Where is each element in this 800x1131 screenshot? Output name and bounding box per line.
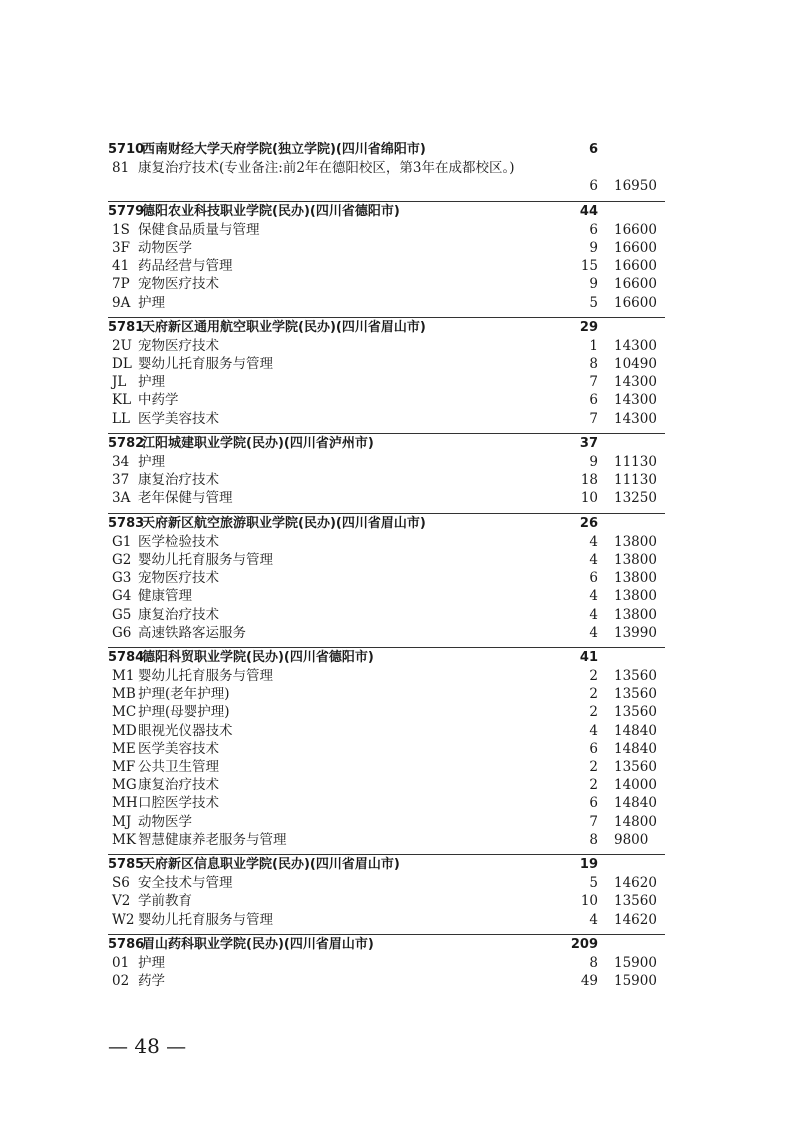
program-tuition: 15900 [614, 954, 657, 971]
program-code: MH [112, 795, 138, 812]
program-row [108, 373, 668, 391]
program-tuition: 14300 [614, 374, 657, 391]
program-code: M1 [112, 668, 135, 685]
program-plan-count: 6 [589, 795, 598, 812]
section-divider [108, 317, 665, 318]
program-code: G4 [112, 588, 132, 605]
program-row [108, 874, 668, 892]
program-tuition: 13560 [614, 893, 657, 910]
program-row [108, 722, 668, 740]
program-tuition: 13560 [614, 668, 657, 685]
program-name: 护理 [138, 294, 165, 311]
program-plan-count: 6 [589, 221, 598, 238]
section-divider [108, 647, 665, 648]
school-plan-count: 209 [570, 936, 598, 952]
program-row [108, 221, 668, 239]
program-plan-count: 4 [589, 551, 598, 568]
program-tuition: 13560 [614, 759, 657, 776]
program-name: 口腔医学技术 [138, 795, 219, 812]
program-code: MG [112, 777, 137, 794]
school-plan-count: 37 [579, 435, 598, 451]
program-name: 高速铁路客运服务 [138, 624, 246, 641]
program-row [108, 533, 668, 551]
school-name: 天府新区信息职业学院(民办)(四川省眉山市) [142, 856, 400, 872]
program-plan-count: 7 [589, 813, 598, 830]
program-tuition: 9800 [614, 831, 649, 848]
program-plan-count: 4 [589, 588, 598, 605]
program-plan-count: 49 [580, 973, 598, 990]
program-plan-count: 9 [589, 276, 598, 293]
program-tuition: 14620 [614, 911, 657, 928]
school-block [108, 319, 668, 428]
program-name: 婴幼儿托育服务与管理 [138, 551, 273, 568]
school-name: 德阳科贸职业学院(民办)(四川省德阳市) [142, 649, 374, 665]
program-row [108, 275, 668, 293]
program-plan-count: 5 [589, 875, 598, 892]
program-row [108, 892, 668, 910]
program-plan-count: 6 [589, 392, 598, 409]
program-plan-count: 15 [580, 258, 598, 275]
school-plan-count: 6 [588, 142, 598, 157]
program-code: MC [112, 704, 137, 721]
school-name: 德阳农业科技职业学院(民办)(四川省德阳市) [142, 203, 400, 219]
program-plan-count: 4 [589, 533, 598, 550]
section-divider [108, 201, 665, 202]
school-code: 5784 [108, 649, 145, 665]
program-tuition: 13800 [614, 551, 657, 568]
program-tuition: 13560 [614, 686, 657, 703]
school-code: 5710 [108, 142, 145, 157]
program-row [108, 257, 668, 275]
program-plan-count: 2 [589, 668, 598, 685]
school-header [108, 856, 668, 874]
program-tuition: 13800 [614, 533, 657, 550]
program-row [108, 551, 668, 569]
school-code: 5781 [108, 319, 145, 335]
program-name: 药品经营与管理 [138, 258, 233, 275]
program-name: 康复治疗技术 [138, 606, 219, 623]
program-name: 药学 [138, 973, 165, 990]
program-row [108, 294, 668, 312]
program-code: 81 [112, 160, 130, 177]
school-plan-count: 26 [579, 515, 598, 531]
program-tuition: 14300 [614, 392, 657, 409]
program-plan-count: 2 [589, 704, 598, 721]
program-row [108, 740, 668, 758]
school-code: 5785 [108, 856, 145, 872]
program-row [108, 954, 668, 972]
program-name: 护理 [138, 454, 165, 471]
program-code: W2 [112, 911, 135, 928]
school-header [108, 515, 668, 533]
program-row [108, 239, 668, 257]
program-plan-count: 8 [589, 954, 598, 971]
school-name: 江阳城建职业学院(民办)(四川省泸州市) [142, 435, 374, 451]
program-code: G1 [112, 533, 132, 550]
program-plan-count: 2 [589, 777, 598, 794]
program-name: 护理 [138, 374, 165, 391]
program-name: 动物医学 [138, 813, 192, 830]
school-header [108, 649, 668, 667]
school-code: 5786 [108, 936, 145, 952]
program-name: 宠物医疗技术 [138, 570, 219, 587]
school-header [108, 319, 668, 337]
program-name: 医学美容技术 [138, 740, 219, 757]
program-row [108, 776, 668, 794]
school-plan-count: 41 [579, 649, 598, 665]
program-tuition: 14300 [614, 410, 657, 427]
program-code: ME [112, 740, 136, 757]
school-name: 天府新区通用航空职业学院(民办)(四川省眉山市) [142, 319, 426, 335]
school-header [108, 141, 668, 159]
program-tuition: 14840 [614, 722, 657, 739]
school-plan-count: 19 [579, 856, 598, 872]
program-tuition: 13800 [614, 570, 657, 587]
program-tuition: 14840 [614, 740, 657, 757]
program-code: 7P [112, 276, 130, 293]
program-tuition: 14620 [614, 875, 657, 892]
school-name: 西南财经大学天府学院(独立学院)(四川省绵阳市) [142, 142, 426, 157]
program-row [108, 471, 668, 489]
program-code: S6 [112, 875, 130, 892]
program-plan-count: 1 [589, 337, 598, 354]
program-tuition: 16600 [614, 294, 657, 311]
program-name: 动物医学 [138, 239, 192, 256]
program-code: DL [112, 356, 132, 373]
program-row [108, 972, 668, 990]
school-name: 眉山药科职业学院(民办)(四川省眉山市) [142, 936, 374, 952]
program-tuition: 15900 [614, 973, 657, 990]
program-tuition: 11130 [614, 472, 657, 489]
program-name: 宠物医疗技术 [138, 276, 219, 293]
program-code: 3F [112, 239, 130, 256]
section-divider [108, 854, 665, 855]
program-tuition: 14000 [614, 777, 657, 794]
program-plan-count: 7 [589, 374, 598, 391]
program-name: 康复治疗技术(专业备注:前2年在德阳校区，第3年在成都校区。) [138, 160, 515, 177]
program-code: 34 [112, 454, 130, 471]
school-header [108, 435, 668, 453]
program-plan-count: 8 [589, 831, 598, 848]
program-name: 眼视光仪器技术 [138, 722, 233, 739]
program-row [108, 587, 668, 605]
school-plan-count: 29 [579, 319, 598, 335]
program-plan-count: 7 [589, 410, 598, 427]
program-plan-count: 6 [589, 740, 598, 757]
program-row [108, 685, 668, 703]
program-name: 智慧健康养老服务与管理 [138, 831, 287, 848]
program-tuition: 14300 [614, 337, 657, 354]
program-name: 公共卫生管理 [138, 759, 219, 776]
program-name: 护理 [138, 954, 165, 971]
program-code: 41 [112, 258, 130, 275]
program-name: 医学检验技术 [138, 533, 219, 550]
program-name: 健康管理 [138, 588, 192, 605]
program-row [108, 831, 668, 849]
program-plan-count: 2 [589, 759, 598, 776]
program-row [108, 453, 668, 471]
school-block [108, 203, 668, 312]
program-code: MF [112, 759, 136, 776]
program-tuition: 16600 [614, 221, 657, 238]
program-name: 康复治疗技术 [138, 472, 219, 489]
program-name: 婴幼儿托育服务与管理 [138, 356, 273, 373]
program-code: 01 [112, 954, 130, 971]
program-plan-count: 10 [580, 893, 598, 910]
program-plan-count: 9 [589, 239, 598, 256]
school-block [108, 141, 668, 196]
program-plan-count: 6 [589, 178, 598, 195]
section-divider [108, 433, 665, 434]
program-code: 02 [112, 973, 130, 990]
school-code: 5782 [108, 435, 145, 451]
program-row [108, 569, 668, 587]
program-tuition: 13560 [614, 704, 657, 721]
program-row [108, 337, 668, 355]
program-row [108, 813, 668, 831]
program-plan-count: 10 [580, 490, 598, 507]
program-code: LL [112, 410, 130, 427]
program-row [108, 667, 668, 685]
school-block [108, 435, 668, 508]
program-name: 保健食品质量与管理 [138, 221, 260, 238]
program-tuition: 10490 [614, 356, 657, 373]
program-code: G6 [112, 624, 132, 641]
program-code: V2 [112, 893, 131, 910]
page-number: — 48 — [108, 1034, 187, 1058]
program-code: JL [112, 374, 127, 391]
program-plan-count: 4 [589, 722, 598, 739]
program-name: 学前教育 [138, 893, 192, 910]
program-name: 老年保健与管理 [138, 490, 233, 507]
program-plan-count: 4 [589, 624, 598, 641]
program-row [108, 391, 668, 409]
program-row [108, 624, 668, 642]
program-code: 37 [112, 472, 130, 489]
program-plan-count: 8 [589, 356, 598, 373]
program-code: MB [112, 686, 136, 703]
school-plan-count: 44 [579, 203, 598, 219]
program-row [108, 758, 668, 776]
program-name: 医学美容技术 [138, 410, 219, 427]
program-name: 护理(老年护理) [138, 686, 230, 703]
program-row [108, 410, 668, 428]
program-plan-count: 6 [589, 570, 598, 587]
program-name: 中药学 [138, 392, 179, 409]
program-row [108, 489, 668, 507]
program-name: 安全技术与管理 [138, 875, 233, 892]
school-header [108, 203, 668, 221]
program-code: MD [112, 722, 137, 739]
program-code: 2U [112, 337, 132, 354]
program-code: 3A [112, 490, 131, 507]
program-code: KL [112, 392, 132, 409]
school-name: 天府新区航空旅游职业学院(民办)(四川省眉山市) [142, 515, 426, 531]
program-row [108, 606, 668, 624]
program-code: MJ [112, 813, 132, 830]
program-tuition: 14800 [614, 813, 657, 830]
school-block [108, 856, 668, 929]
program-tuition: 14840 [614, 795, 657, 812]
program-tuition: 16950 [614, 178, 657, 195]
program-row [108, 159, 668, 195]
program-tuition: 16600 [614, 258, 657, 275]
program-row [108, 911, 668, 929]
admissions-plan-list [108, 141, 668, 995]
program-tuition: 11130 [614, 454, 657, 471]
program-name: 护理(母婴护理) [138, 704, 230, 721]
program-tuition: 13990 [614, 624, 657, 641]
program-plan-count: 9 [589, 454, 598, 471]
program-tuition: 16600 [614, 239, 657, 256]
program-row [108, 355, 668, 373]
program-code: 1S [112, 221, 130, 238]
school-block [108, 936, 668, 991]
program-code: G2 [112, 551, 132, 568]
program-tuition: 13250 [614, 490, 657, 507]
program-plan-count: 5 [589, 294, 598, 311]
program-name: 宠物医疗技术 [138, 337, 219, 354]
section-divider [108, 513, 665, 514]
program-row [108, 794, 668, 812]
program-name: 婴幼儿托育服务与管理 [138, 911, 273, 928]
program-name: 婴幼儿托育服务与管理 [138, 668, 273, 685]
program-plan-count: 18 [580, 472, 598, 489]
program-plan-count: 4 [589, 911, 598, 928]
school-block [108, 649, 668, 849]
school-code: 5779 [108, 203, 145, 219]
program-name: 康复治疗技术 [138, 777, 219, 794]
school-code: 5783 [108, 515, 145, 531]
program-code: G5 [112, 606, 132, 623]
school-header [108, 936, 668, 954]
program-tuition: 13800 [614, 588, 657, 605]
program-code: MK [112, 831, 136, 848]
school-block [108, 515, 668, 642]
program-code: 9A [112, 294, 131, 311]
program-code: G3 [112, 570, 132, 587]
program-plan-count: 4 [589, 606, 598, 623]
program-tuition: 16600 [614, 276, 657, 293]
section-divider [108, 934, 665, 935]
program-tuition: 13800 [614, 606, 657, 623]
program-plan-count: 2 [589, 686, 598, 703]
program-row [108, 703, 668, 721]
